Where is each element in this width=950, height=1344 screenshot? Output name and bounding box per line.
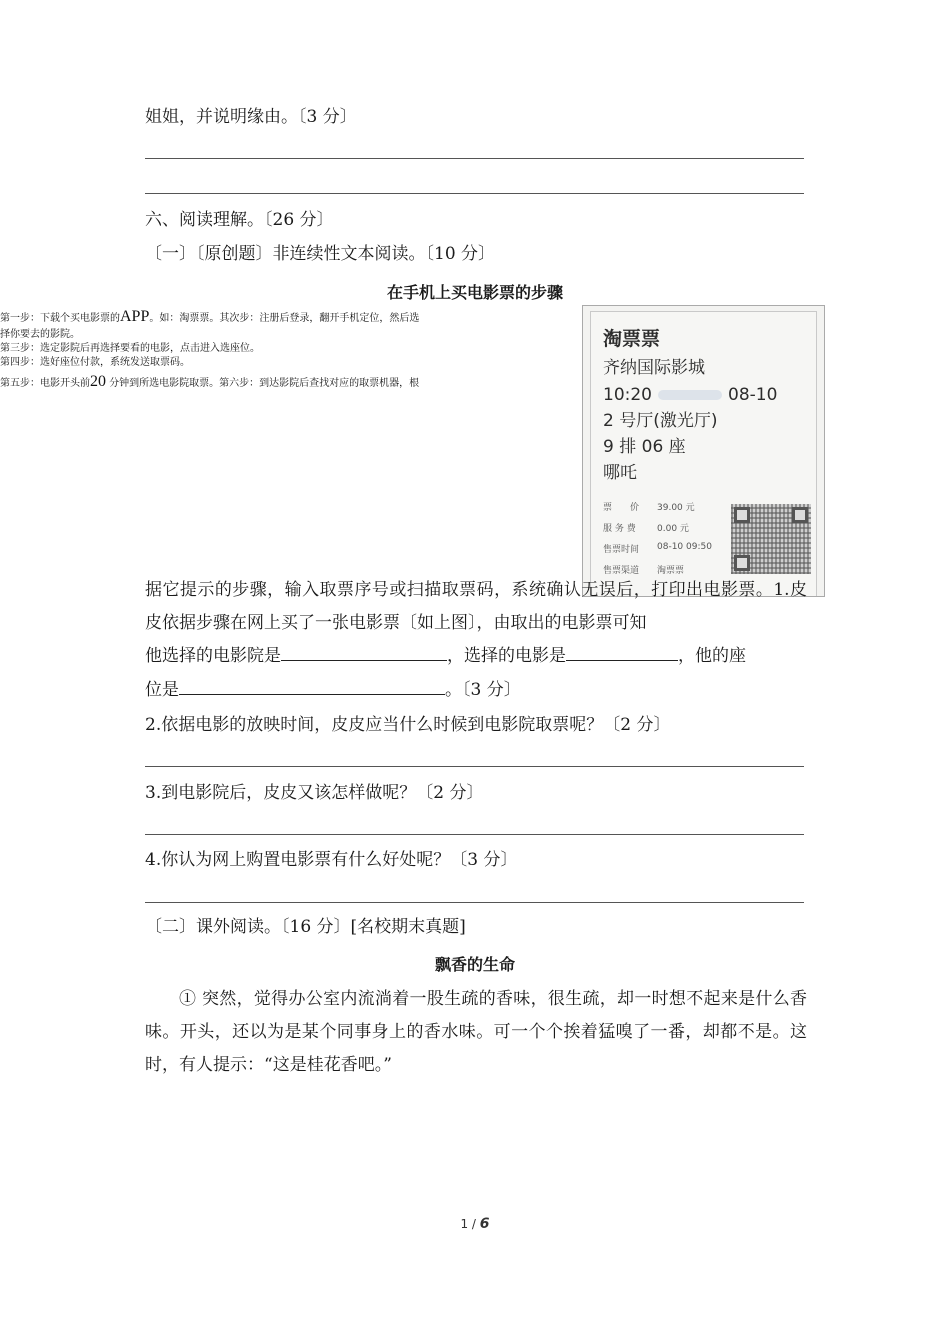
steps-line-3: 第三步：选定影院后再选择要看的电影，点击进入选座位。 <box>0 343 260 354</box>
answer-blank-seat[interactable] <box>179 676 445 695</box>
step-text: 。如：淘票票。其次步：注册后登录，翻开手机定位，然后选 <box>149 313 420 324</box>
answer-line <box>145 834 804 835</box>
qr-code-icon <box>731 504 811 574</box>
reading-paragraph <box>145 574 807 640</box>
step-text: 分钟到所选电影院取票。第六步：到达影院后查找对应的取票机器，根 <box>106 378 420 389</box>
part-heading: 〔二〕课外阅读。〔16 分〕[名校期末真题] <box>145 917 466 937</box>
question-4: 4.你认为网上购置电影票有什么好处呢？〔3 分〕 <box>145 850 518 870</box>
step-text: APP <box>120 308 150 325</box>
qr-finder-pattern <box>734 507 750 523</box>
ticket-inner <box>590 311 817 596</box>
paragraph-text: 据它提示的步骤，输入取票序号或扫描取票码，系统确认无误后，打印出电影票。1.皮皮依据步骤在网上买了一张电影票〔如上图〕，由取出的电影票可知 <box>145 580 807 633</box>
ticket-channel-label: 售票渠道 <box>603 566 640 576</box>
steps-line-5 <box>0 373 420 390</box>
section-heading: 六、阅读理解。〔26 分〕 <box>145 210 334 230</box>
steps-line-2: 择你要去的影院。 <box>0 329 80 340</box>
question-2: 2.依据电影的放映时间，皮皮应当什么时候到电影院取票呢？〔2 分〕 <box>145 715 671 735</box>
ticket-sale-time-label: 售票时间 <box>603 545 640 555</box>
article-title: 在手机上买电影票的步骤 <box>386 283 563 302</box>
story-paragraph <box>145 983 807 1082</box>
answer-line <box>145 193 804 194</box>
qr-finder-pattern <box>734 555 750 571</box>
story-text: ① 突然，觉得办公室内流淌着一股生疏的香味，很生疏，却一时想不起来是什么香味。开头，还以为是某个同事身上的香水味。可一个个挨着猛嗅了一番，却都不是。这时，有人提示：“这是桂花香吧。” <box>145 989 807 1075</box>
ticket-seat: 9 排 06 座 <box>603 437 686 457</box>
answer-line <box>145 766 804 767</box>
continued-question-line: 姐姐，并说明缘由。〔3 分〕 <box>145 107 357 127</box>
ticket-cinema: 齐纳国际影城 <box>603 358 705 378</box>
question-3: 3.到电影院后，皮皮又该怎样做呢？〔2 分〕 <box>145 783 484 803</box>
q1-text: 。〔3 分〕 <box>445 680 521 700</box>
q1-text: 位是 <box>145 680 179 700</box>
ticket-fee-label: 服 务 费 <box>603 524 636 534</box>
answer-blank-cinema[interactable] <box>281 642 447 661</box>
qr-finder-pattern <box>792 507 808 523</box>
ticket-price-value: 39.00 元 <box>657 503 695 513</box>
ticket-hall: 2 号厅(激光厅) <box>603 411 718 431</box>
page-current: 1 <box>460 1217 469 1231</box>
ticket-showtime <box>603 384 777 406</box>
answer-line <box>145 158 804 159</box>
q1-text: 他选择的电影院是 <box>145 646 281 666</box>
answer-line <box>145 902 804 903</box>
page-total: 6 <box>479 1216 490 1232</box>
ticket-fee-value: 0.00 元 <box>657 524 689 534</box>
ticket-time: 10:20 <box>603 385 652 405</box>
page-separator: / <box>468 1217 480 1231</box>
blurred-region <box>658 390 722 400</box>
steps-line-4: 第四步：选好座位付款，系统发送取票码。 <box>0 357 190 368</box>
page-number <box>0 1216 950 1232</box>
step-text: 第五步：电影开头前 <box>0 378 90 389</box>
ticket-movie: 哪吒 <box>603 463 637 483</box>
question-1-line <box>145 642 746 668</box>
steps-line-1 <box>0 308 420 325</box>
answer-blank-movie[interactable] <box>566 642 678 661</box>
ticket-price-label: 票 价 <box>603 503 640 513</box>
ticket-sale-time-value: 08-10 09:50 <box>657 542 712 552</box>
step-text: 20 <box>90 373 106 390</box>
step-text: 第一步：下载个买电影票的 <box>0 313 120 324</box>
q1-text: ，选择的电影是 <box>447 646 566 666</box>
movie-ticket-image <box>582 305 825 597</box>
ticket-channel-value: 淘票票 <box>657 566 685 576</box>
part-heading: 〔一〕〔原创题〕非连续性文本阅读。〔10 分〕 <box>145 244 496 264</box>
q1-text: ，他的座 <box>678 646 746 666</box>
ticket-brand: 淘票票 <box>603 328 661 350</box>
story-title: 飘香的生命 <box>434 955 515 974</box>
question-1-line-2 <box>145 676 521 702</box>
ticket-date: 08-10 <box>728 385 778 405</box>
